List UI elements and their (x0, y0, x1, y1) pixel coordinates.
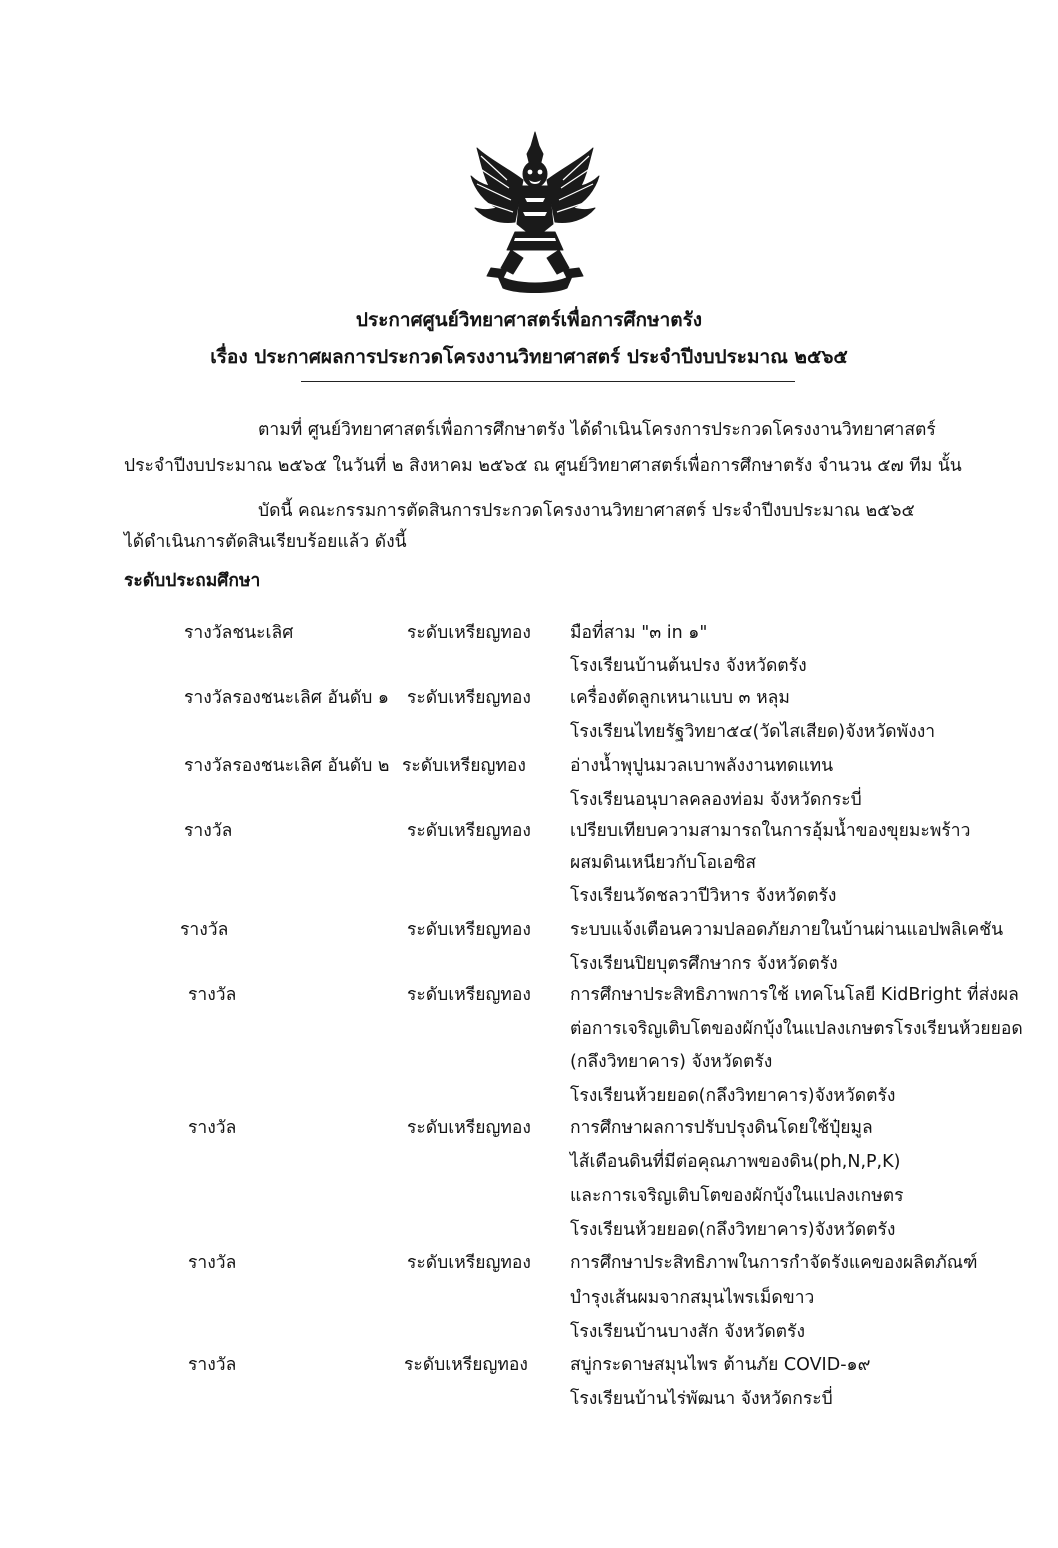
award-rank: รางวัล (188, 1355, 237, 1375)
award-level: ระดับเหรียญทอง (404, 1355, 528, 1375)
award-rank: รางวัล (188, 985, 237, 1005)
school-name: โรงเรียนบ้านไร่พัฒนา จังหวัดกระบี่ (570, 1389, 833, 1409)
paragraph-1-line-1: ตามที่ ศูนย์วิทยาศาสตร์เพื่อการศึกษาตรัง ได้ดำเนินโครงการประกวดโครงงานวิทยาศาสตร์ (258, 420, 936, 440)
project-title: ระบบแจ้งเตือนความปลอดภัยภายในบ้านผ่านแอปพลิเคชัน (570, 920, 1004, 940)
project-title: ต่อการเจริญเติบโตของผักบุ้งในแปลงเกษตรโรงเรียนห้วยยอด (570, 1019, 1023, 1039)
project-title: สบู่กระดาษสมุนไพร ต้านภัย COVID-๑๙ (570, 1355, 871, 1375)
section-heading: ระดับประถมศึกษา (124, 571, 261, 591)
award-rank: รางวัลรองชนะเลิศ อันดับ ๑ (184, 688, 390, 708)
project-title: และการเจริญเติบโตของผักบุ้งในแปลงเกษตร (570, 1186, 904, 1206)
award-rank: รางวัล (188, 1118, 237, 1138)
project-title: การศึกษาประสิทธิภาพในการกำจัดรังแคของผลิตภัณฑ์ (570, 1253, 978, 1273)
award-level: ระดับเหรียญทอง (407, 1253, 531, 1273)
project-title: ผสมดินเหนียวกับโอเอซิส (570, 853, 757, 873)
award-level: ระดับเหรียญทอง (407, 821, 531, 841)
project-title: การศึกษาประสิทธิภาพการใช้ เทคโนโลยี KidBright ที่ส่งผล (570, 985, 1019, 1005)
project-title: เครื่องตัดลูกเหนาแบบ ๓ หลุม (570, 688, 790, 708)
title-divider (301, 381, 795, 382)
award-level: ระดับเหรียญทอง (402, 756, 526, 776)
award-rank: รางวัลชนะเลิศ (184, 623, 294, 643)
project-title: เปรียบเทียบความสามารถในการอุ้มน้ำของขุยมะพร้าว (570, 821, 971, 841)
school-name: โรงเรียนบ้านบางสัก จังหวัดตรัง (570, 1322, 805, 1342)
award-level: ระดับเหรียญทอง (407, 623, 531, 643)
project-title: (กลึงวิทยาคาร) จังหวัดตรัง (570, 1052, 773, 1072)
project-title: การศึกษาผลการปรับปรุงดินโดยใช้ปุ๋ยมูล (570, 1118, 873, 1138)
school-name: โรงเรียนห้วยยอด(กลึงวิทยาคาร)จังหวัดตรัง (570, 1220, 896, 1240)
project-title: ไส้เดือนดินที่มีต่อคุณภาพของดิน(ph,N,P,K) (570, 1152, 901, 1172)
school-name: โรงเรียนห้วยยอด(กลึงวิทยาคาร)จังหวัดตรัง (570, 1086, 896, 1106)
award-rank: รางวัลรองชนะเลิศ อันดับ ๒ (184, 756, 390, 776)
award-level: ระดับเหรียญทอง (407, 688, 531, 708)
school-name: โรงเรียนบ้านต้นปรง จังหวัดตรัง (570, 656, 807, 676)
project-title: มือที่สาม "๓ in ๑" (570, 623, 708, 643)
school-name: โรงเรียนวัดชลวาปีวิหาร จังหวัดตรัง (570, 886, 837, 906)
award-level: ระดับเหรียญทอง (407, 985, 531, 1005)
school-name: โรงเรียนปิยบุตรศึกษากร จังหวัดตรัง (570, 954, 838, 974)
award-level: ระดับเหรียญทอง (407, 920, 531, 940)
award-rank: รางวัล (180, 920, 229, 940)
announcement-subject: เรื่อง ประกาศผลการประกวดโครงงานวิทยาศาสตร์ ประจำปีงบประมาณ ๒๕๖๕ (210, 346, 848, 368)
project-title: อ่างน้ำพุปูนมวลเบาพลังงานทดแทน (570, 756, 834, 776)
school-name: โรงเรียนอนุบาลคลองท่อม จังหวัดกระบี่ (570, 790, 862, 810)
project-title: บำรุงเส้นผมจากสมุนไพรเม็ดขาว (570, 1288, 815, 1308)
award-rank: รางวัล (188, 1253, 237, 1273)
award-level: ระดับเหรียญทอง (407, 1118, 531, 1138)
paragraph-2-line-2: ได้ดำเนินการตัดสินเรียบร้อยแล้ว ดังนี้ (124, 532, 407, 552)
award-rank: รางวัล (184, 821, 233, 841)
garuda-emblem-icon (467, 128, 603, 294)
paragraph-2-line-1: บัดนี้ คณะกรรมการตัดสินการประกวดโครงงานวิทยาศาสตร์ ประจำปีงบประมาณ ๒๕๖๕ (258, 501, 915, 521)
paragraph-1-line-2: ประจำปีงบประมาณ ๒๕๖๕ ในวันที่ ๒ สิงหาคม ๒๕๖๕ ณ ศูนย์วิทยาศาสตร์เพื่อการศึกษาตรัง จำนวน ๕๗ ทีม นั้น (124, 456, 962, 476)
school-name: โรงเรียนไทยรัฐวิทยา๕๔(วัดไสเสียด)จังหวัดพังงา (570, 722, 936, 742)
announcement-title: ประกาศศูนย์วิทยาศาสตร์เพื่อการศึกษาตรัง (355, 309, 703, 331)
